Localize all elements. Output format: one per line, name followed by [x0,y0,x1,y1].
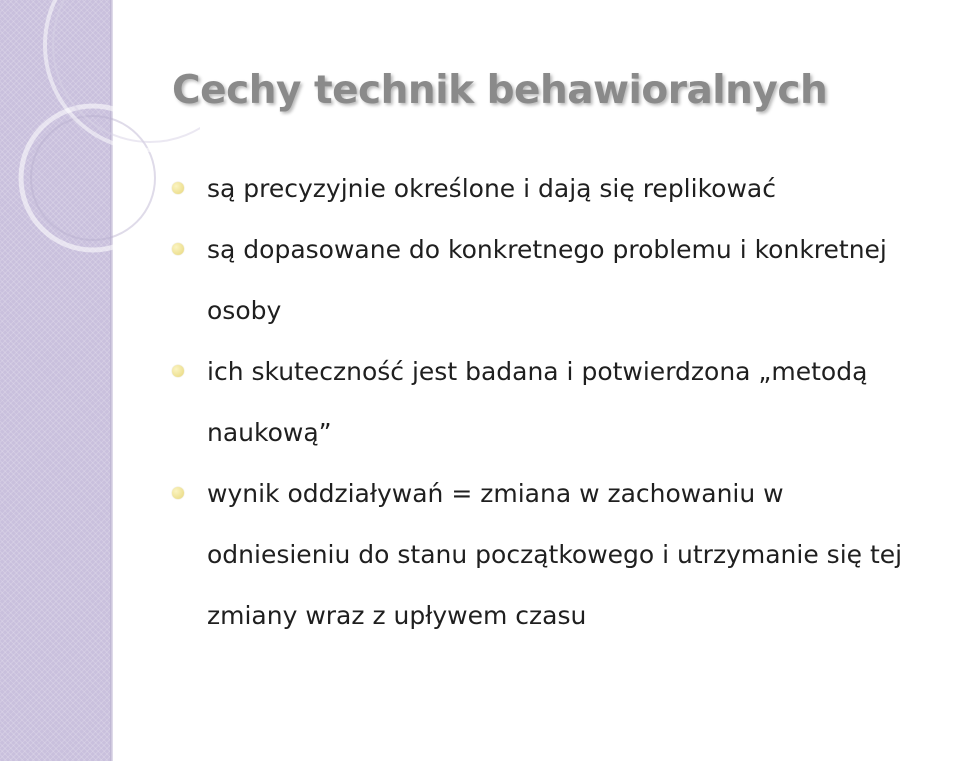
bullet-item-1 [172,158,960,219]
bullet-text-line: są precyzyjnie określone i dają się replikować [207,174,776,203]
bullet-item-2 [172,219,960,341]
bullet-dot-icon [172,182,184,194]
bullet-list [172,158,960,646]
bullet-text-line: ich skuteczność jest badana i potwierdzona „metodą [207,357,868,386]
decorative-ring-lower [21,106,165,250]
slide-title: Cechy technik behawioralnych [172,68,828,113]
decorative-rings [0,0,200,260]
bullet-item-3 [172,341,960,463]
bullet-item-4 [172,463,960,646]
bullet-text-line: naukową” [207,418,332,447]
bullet-text-line: są dopasowane do konkretnego problemu i konkretnej [207,235,887,264]
bullet-text-line: osoby [207,296,282,325]
bullet-dot-icon [172,487,184,499]
bullet-text-line: odniesieniu do stanu początkowego i utrzymanie się tej [207,540,903,569]
bullet-dot-icon [172,243,184,255]
bullet-dot-icon [172,365,184,377]
bullet-text-line: wynik oddziaływań = zmiana w zachowaniu w [207,479,784,508]
bullet-text-line: zmiany wraz z upływem czasu [207,601,587,630]
